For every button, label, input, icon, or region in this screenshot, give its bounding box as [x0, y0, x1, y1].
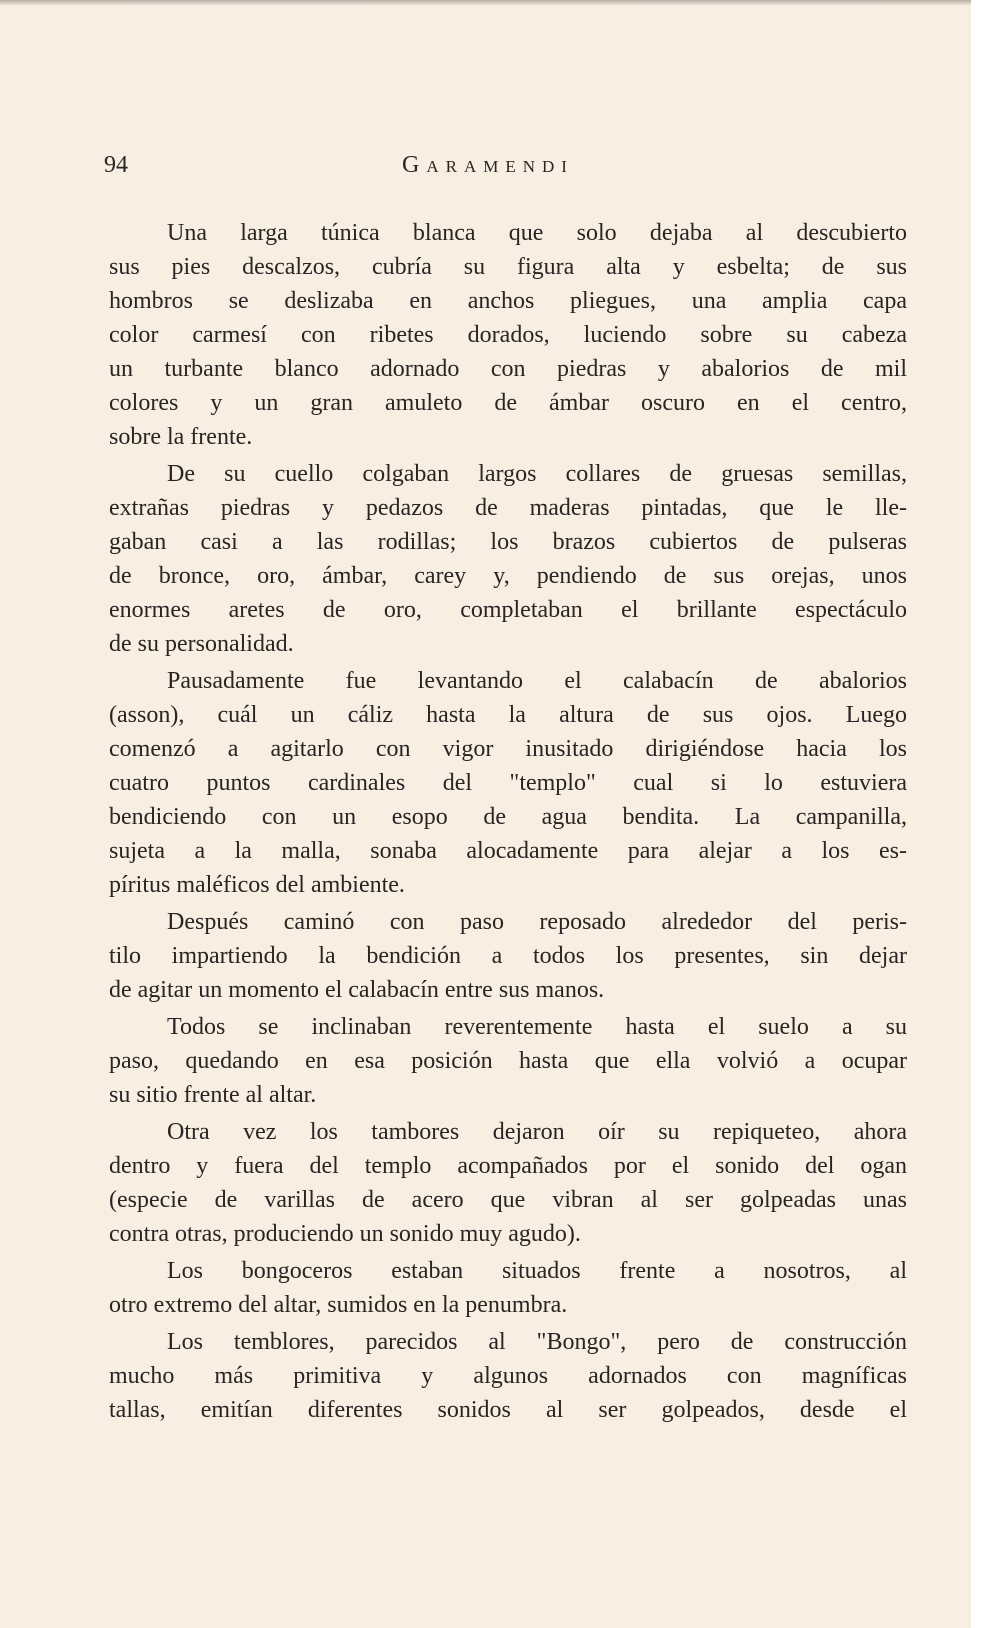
page-top-edge — [0, 0, 971, 6]
running-head — [0, 150, 971, 180]
text-line: extrañas piedras y pedazos de maderas pintadas, que le lle- — [109, 495, 907, 521]
text-line: tallas, emitían diferentes sonidos al ser golpeados, desde el — [109, 1397, 907, 1423]
text-line: otro extremo del altar, sumidos en la penumbra. — [109, 1292, 568, 1318]
text-line: un turbante blanco adornado con piedras y abalorios de mil — [109, 356, 907, 382]
text-line: Los bongoceros estaban situados frente a nosotros, al — [167, 1258, 907, 1284]
text-line: comenzó a agitarlo con vigor inusitado dirigiéndose hacia los — [109, 736, 907, 762]
text-line: sobre la frente. — [109, 424, 253, 450]
text-line: de bronce, oro, ámbar, carey y, pendiendo de sus orejas, unos — [109, 563, 907, 589]
text-line: su sitio frente al altar. — [109, 1082, 317, 1108]
text-line: Los temblores, parecidos al "Bongo", pero de construcción — [167, 1329, 907, 1355]
paragraph — [109, 216, 907, 454]
paragraph — [109, 664, 907, 902]
text-line: color carmesí con ribetes dorados, luciendo sobre su cabeza — [109, 322, 907, 348]
text-line: mucho más primitiva y algunos adornados con magníficas — [109, 1363, 907, 1389]
text-line: Después caminó con paso reposado alrededor del peris- — [167, 909, 907, 935]
text-line: Pausadamente fue levantando el calabacín de abalorios — [167, 668, 907, 694]
text-line: Todos se inclinaban reverentemente hasta el suelo a su — [167, 1014, 907, 1040]
text-line: contra otras, produciendo un sonido muy agudo). — [109, 1221, 581, 1247]
text-line: píritus maléficos del ambiente. — [109, 872, 405, 898]
paragraph — [109, 1325, 907, 1427]
paragraph — [109, 1115, 907, 1251]
text-line: colores y un gran amuleto de ámbar oscuro en el centro, — [109, 390, 907, 416]
text-line: Otra vez los tambores dejaron oír su repiqueteo, ahora — [167, 1119, 907, 1145]
text-line: enormes aretes de oro, completaban el brillante espectáculo — [109, 597, 907, 623]
text-line: sus pies descalzos, cubría su figura alta y esbelta; de sus — [109, 254, 907, 280]
text-line: tilo impartiendo la bendición a todos los presentes, sin dejar — [109, 943, 907, 969]
paragraph — [109, 905, 907, 1007]
text-line: gaban casi a las rodillas; los brazos cubiertos de pulseras — [109, 529, 907, 555]
text-line: paso, quedando en esa posición hasta que ella volvió a ocupar — [109, 1048, 907, 1074]
text-line: hombros se deslizaba en anchos pliegues, una amplia capa — [109, 288, 907, 314]
text-line: de su personalidad. — [109, 631, 294, 657]
text-line: bendiciendo con un esopo de agua bendita. La campanilla, — [109, 804, 907, 830]
text-line: cuatro puntos cardinales del "templo" cual si lo estuviera — [109, 770, 907, 796]
running-title: Garamendi — [402, 152, 574, 178]
text-line: Una larga túnica blanca que solo dejaba al descubierto — [167, 220, 907, 246]
text-line: dentro y fuera del templo acompañados por el sonido del ogan — [109, 1153, 907, 1179]
text-line: (asson), cuál un cáliz hasta la altura de sus ojos. Luego — [109, 702, 907, 728]
body-text — [109, 216, 907, 1430]
text-line: De su cuello colgaban largos collares de gruesas semillas, — [167, 461, 907, 487]
paragraph — [109, 457, 907, 661]
text-line: de agitar un momento el calabacín entre sus manos. — [109, 977, 605, 1003]
paragraph — [109, 1254, 907, 1322]
paragraph — [109, 1010, 907, 1112]
page-number: 94 — [104, 152, 128, 178]
text-line: sujeta a la malla, sonaba alocadamente para alejar a los es- — [109, 838, 907, 864]
text-line: (especie de varillas de acero que vibran al ser golpeadas unas — [109, 1187, 907, 1213]
